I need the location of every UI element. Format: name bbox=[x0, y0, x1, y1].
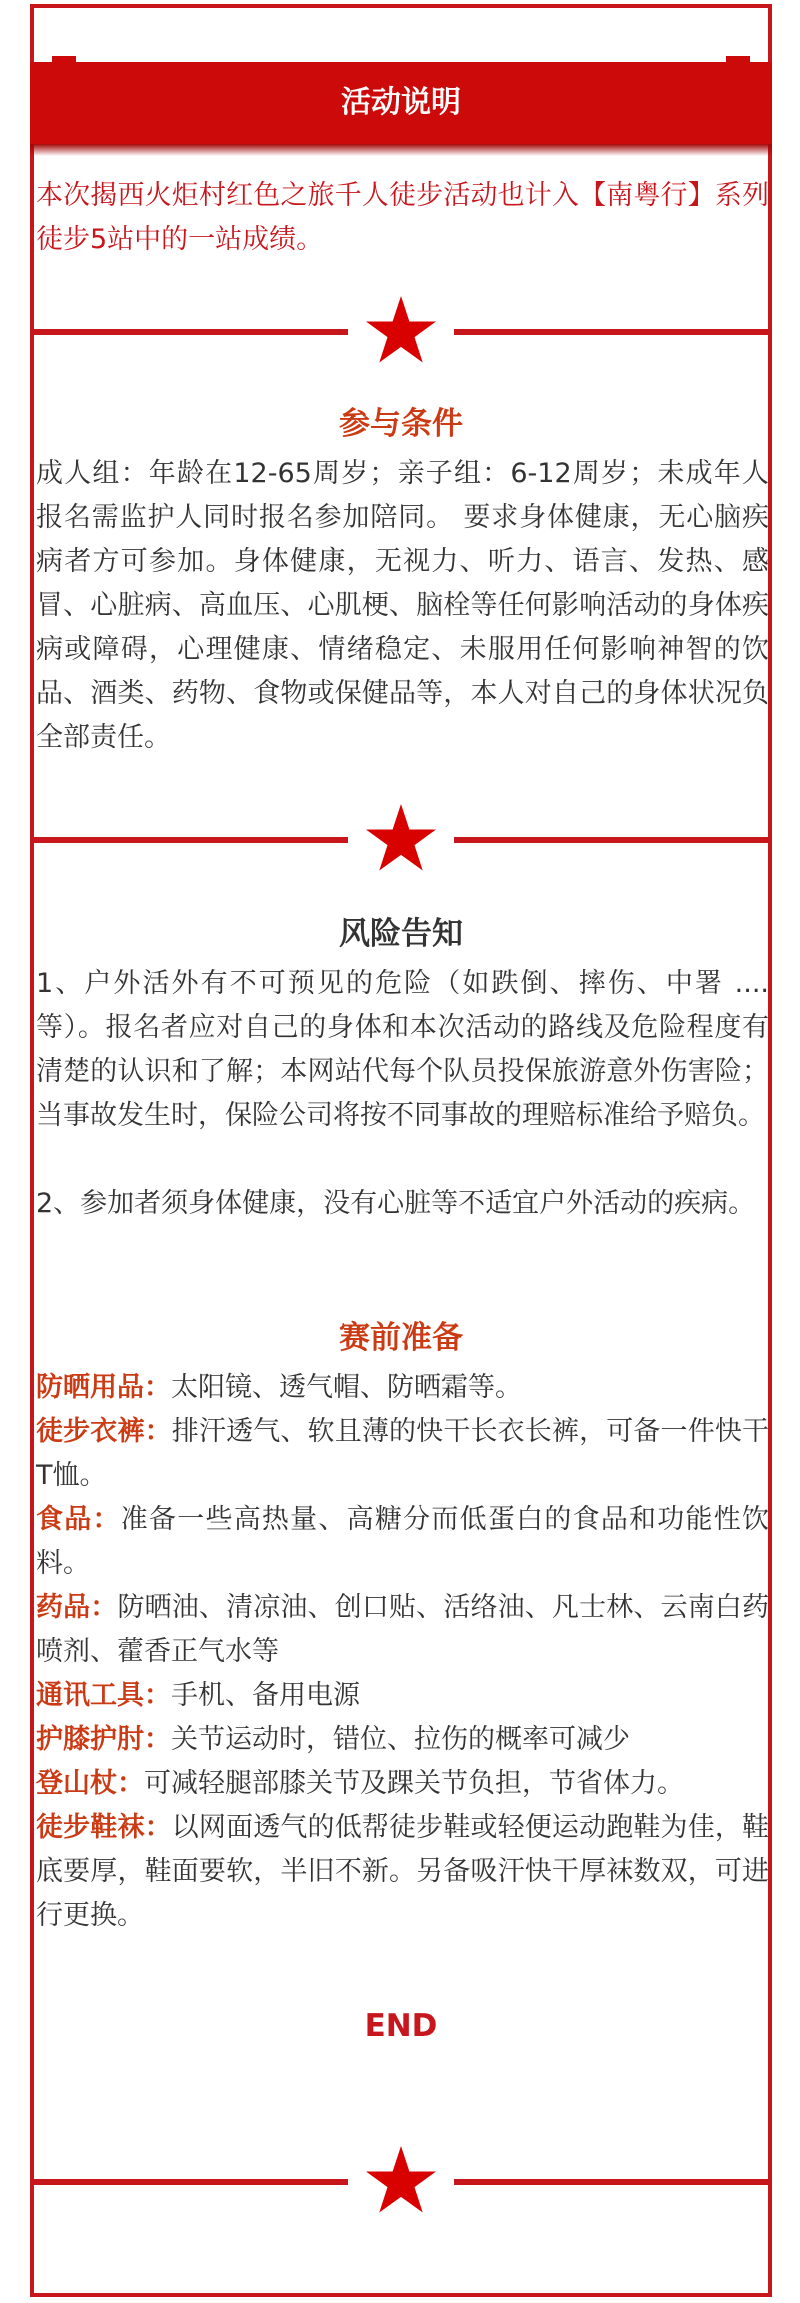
prep-list bbox=[36, 1366, 769, 1938]
divider-line-left bbox=[30, 837, 348, 843]
end-mark: END bbox=[364, 2008, 438, 2044]
divider-line-left bbox=[30, 329, 348, 335]
prep-item-text: 准备一些高热量、高糖分而低蛋白的食品和功能性饮料。 bbox=[36, 1504, 770, 1579]
prep-item-label: 通讯工具： bbox=[36, 1680, 171, 1711]
prep-title: 赛前准备 bbox=[339, 1320, 463, 1356]
prep-item-text: 以网面透气的低帮徒步鞋或轻便运动跑鞋为佳，鞋底要厚，鞋面要软，半旧不新。另备吸汗快干厚袜数双，可进行更换。 bbox=[36, 1812, 770, 1931]
risk-title: 风险告知 bbox=[339, 916, 463, 952]
star-divider bbox=[30, 802, 772, 878]
prep-item-food bbox=[36, 1498, 769, 1586]
star-icon bbox=[363, 294, 439, 370]
intro-text: 本次揭西火炬村红色之旅千人徒步活动也计入【南粤行】系列徒步5站中的一站成绩。 bbox=[36, 180, 769, 255]
star-divider bbox=[30, 294, 772, 370]
prep-item-text: 手机、备用电源 bbox=[171, 1680, 360, 1711]
prep-item-medicine bbox=[36, 1586, 769, 1674]
prep-item-text: 太阳镜、透气帽、防晒霜等。 bbox=[171, 1372, 522, 1403]
divider-line-right bbox=[454, 837, 772, 843]
prep-item-label: 食品： bbox=[36, 1504, 121, 1535]
prep-item-label: 登山杖： bbox=[36, 1768, 144, 1799]
star-divider bbox=[30, 2144, 772, 2220]
prep-item-text: 防晒油、清凉油、创口贴、活络油、凡士林、云南白药喷剂、藿香正气水等 bbox=[36, 1592, 770, 1667]
header-title: 活动说明 bbox=[341, 85, 461, 120]
ribbon-shadow bbox=[30, 144, 772, 156]
prep-item-sun bbox=[36, 1366, 769, 1410]
star-icon bbox=[363, 802, 439, 878]
prep-item-text: 可减轻腿部膝关节及踝关节负担，节省体力。 bbox=[144, 1768, 684, 1799]
divider-line-right bbox=[454, 2179, 772, 2185]
prep-item-label: 药品： bbox=[36, 1592, 118, 1623]
prep-item-text: 排汗透气、软且薄的快干长衣长裤，可备一件快干T恤。 bbox=[36, 1416, 770, 1491]
prep-item-clothes bbox=[36, 1410, 769, 1498]
prep-item-pads bbox=[36, 1718, 769, 1762]
star-icon bbox=[363, 2144, 439, 2220]
conditions-text: 成人组：年龄在12-65周岁；亲子组：6-12周岁；未成年人报名需监护人同时报名参加陪同。 要求身体健康，无心脑疾病者方可参加。身体健康，无视力、听力、语言、发热、感冒、心脏病、高血压、心肌梗、脑栓等任何影响活动的身体疾病或障碍，心理健康、情绪稳定、未服用任何影响神智的饮品、酒类、药物、食物或保健品等，本人对自己的身体状况负全部责任。 bbox=[36, 458, 769, 753]
conditions-title: 参与条件 bbox=[339, 406, 463, 442]
risk-paragraph-1: 1、户外活外有不可预见的危险（如跌倒、摔伤、中署 ....等）。报名者应对自己的身体和本次活动的路线及危险程度有清楚的认识和了解；本网站代每个队员投保旅游意外伤害险；当事故发生时，保险公司将按不同事故的理赔标准给予赔负。 bbox=[36, 968, 769, 1131]
prep-item-label: 护膝护肘： bbox=[36, 1724, 171, 1755]
divider-line-left bbox=[30, 2179, 348, 2185]
prep-item-comms bbox=[36, 1674, 769, 1718]
prep-item-pole bbox=[36, 1762, 769, 1806]
prep-item-shoes bbox=[36, 1806, 769, 1938]
prep-item-text: 关节运动时，错位、拉伤的概率可减少 bbox=[171, 1724, 630, 1755]
prep-item-label: 徒步衣裤： bbox=[36, 1416, 172, 1447]
prep-item-label: 防晒用品： bbox=[36, 1372, 171, 1403]
risk-paragraph-2: 2、参加者须身体健康，没有心脏等不适宜户外活动的疾病。 bbox=[36, 1188, 756, 1219]
header-ribbon bbox=[30, 56, 772, 156]
prep-item-label: 徒步鞋袜： bbox=[36, 1812, 172, 1843]
divider-line-right bbox=[454, 329, 772, 335]
